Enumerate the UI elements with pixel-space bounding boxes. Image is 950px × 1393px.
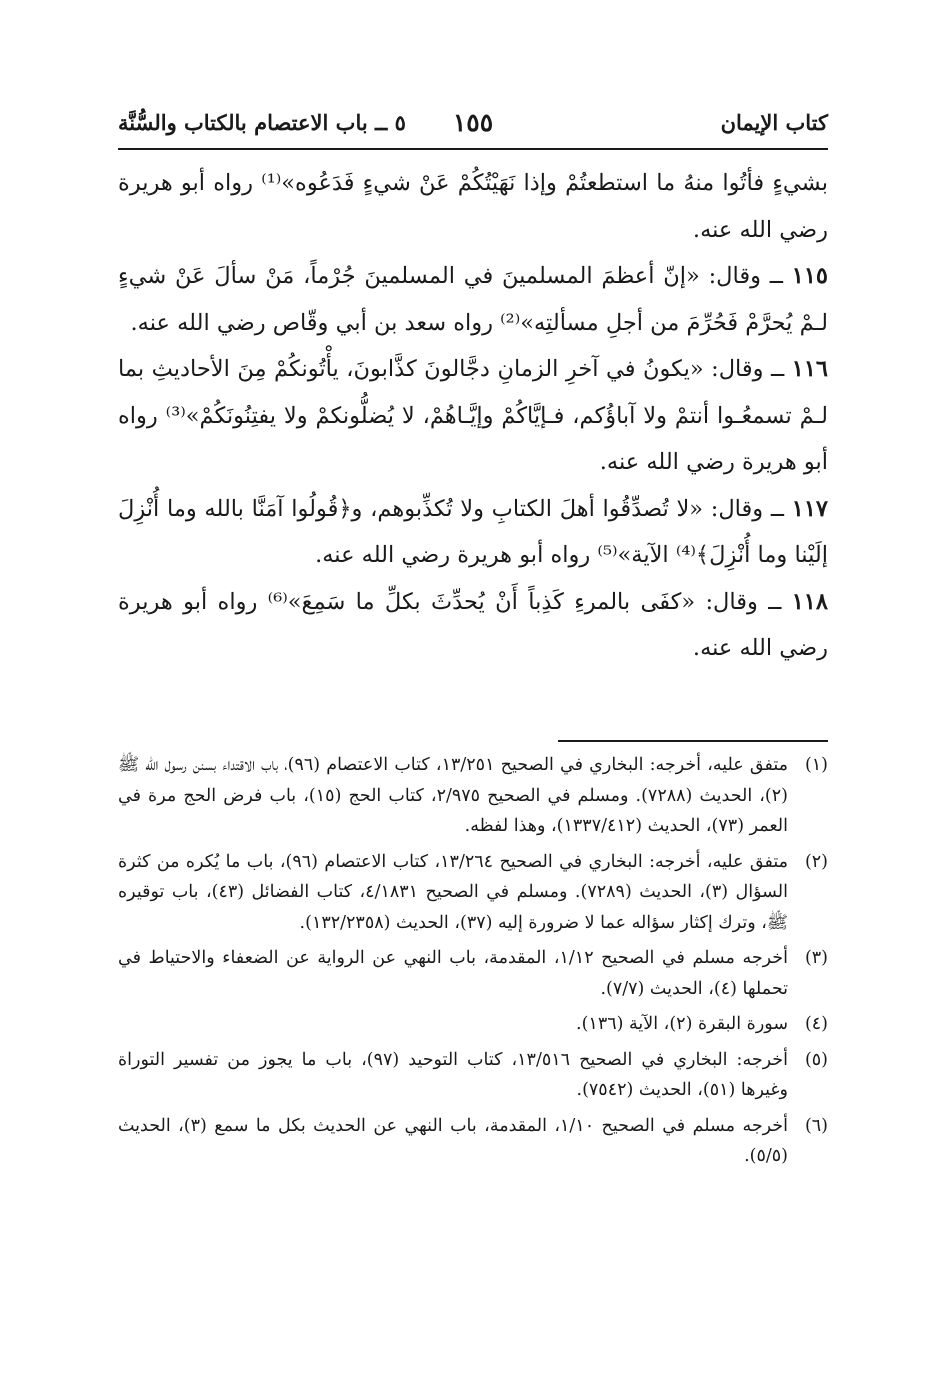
- footnote-text: أخرجه مسلم في الصحيح ١/١٠، المقدمة، باب النهي عن الحديث بكل ما سمع (٣)، الحديث (٥/٥).: [118, 1115, 788, 1166]
- footnote: [118, 1009, 828, 1040]
- paragraph-text: بشيءٍ فأتُوا منهُ ما استطعتُمْ وإذا نَهَيْتُكُمْ عَنْ شيءٍ فَدَعُوه»⁽¹⁾ رواه أبو هريرة رضي الله عنه.: [118, 170, 828, 243]
- footnote-text: متفق عليه، أخرجه: البخاري في الصحيح ١٣/٢٦٤، كتاب الاعتصام (٩٦)، باب ما يُكره من كثرة السؤال (٣)، الحديث (٧٢٨٩). ومسلم في الصحيح ٤/١٨٣١، كتاب الفضائل (٤٣)، باب توقيره ﷺ، وترك إكثار سؤاله عما لا ضرورة إليه (٣٧)، الحديث (١٣٢/٢٣٥٨).: [118, 851, 788, 933]
- hadith-number: ١١٦: [791, 356, 828, 382]
- footnote: [118, 847, 828, 939]
- footnote-mark: (٥): [804, 1049, 828, 1070]
- header-book-title: كتاب الإيمان: [720, 109, 828, 135]
- footnote-divider: [558, 740, 828, 742]
- footnote: [118, 943, 828, 1004]
- paragraph-text: ــ وقال: «كفَى بالمرءِ كَذِباً أَنْ يُحدِّثَ بكلِّ ما سَمِعَ»⁽⁶⁾ رواه أبو هريرة رضي الله عنه.: [118, 588, 828, 661]
- footnote-mark: (٦): [804, 1115, 828, 1136]
- footnote-text: أخرجه: البخاري في الصحيح ١٣/٥١٦، كتاب التوحيد (٩٧)، باب ما يجوز من تفسير التوراة وغيرها (٥١)، الحديث (٧٥٤٢).: [118, 1049, 788, 1100]
- header-divider: [118, 148, 828, 150]
- footnote-text: سورة البقرة (٢)، الآية (١٣٦).: [576, 1014, 788, 1034]
- header-chapter-title: ٥ ــ باب الاعتصام بالكتاب والسُّنَّة: [118, 109, 406, 135]
- paragraph-continuation: [118, 160, 828, 253]
- footnote-mark: (٢): [804, 851, 828, 872]
- paragraph-text: ــ وقال: «يكونُ في آخرِ الزمانِ دجَّالونَ كذَّابونَ، يأْتُونكُمْ مِنَ الأحاديثِ بما لـمْ تسمعُـوا أنتمْ ولا آباؤُكم، فـإيَّاكُمْ وإيَّـاهُمْ، لا يُضلُّونكمْ ولا يفتِنُونَكُمْ»⁽³⁾ رواه أبو هريرة رضي الله عنه.: [118, 356, 828, 475]
- hadith-number: ١١٧: [791, 495, 828, 522]
- footnote: [118, 1045, 828, 1106]
- hadith-paragraph: [118, 346, 828, 486]
- footnote-text: أخرجه مسلم في الصحيح ١/١٢، المقدمة، باب النهي عن الرواية عن الضعفاء والاحتياط في تحملها (٤)، الحديث (٧/٧).: [118, 948, 788, 999]
- footnote-mark: (٣): [804, 948, 828, 968]
- hadith-paragraph: [118, 579, 828, 672]
- hadith-number: ١١٨: [791, 588, 828, 615]
- footnote-mark: (٤): [804, 1014, 828, 1034]
- footnote-text: متفق عليه، أخرجه: البخاري في الصحيح ١٣/٢٥١، كتاب الاعتصام (٩٦)، باب الاقتداء بسنن رسول الله ﷺ (٢)، الحديث (٧٢٨٨). ومسلم في الصحيح ٢/٩٧٥، كتاب الحج (١٥)، باب فرض الحج مرة في العمر (٧٣)، الحديث (١٣٣٧/٤١٢)، وهذا لفظه.: [118, 755, 789, 836]
- running-header: [118, 98, 828, 146]
- hadith-paragraph: [118, 486, 828, 579]
- main-text: [118, 160, 828, 672]
- footnote: [118, 750, 828, 842]
- hadith-paragraph: [118, 253, 828, 346]
- paragraph-text: ــ وقال: «لا تُصدِّقُوا أهلَ الكتابِ ولا تُكذِّبوهم، و﴿قُولُوا آمَنَّا بالله وما أُنْزِلَ إلَيْنا وما أُنْزِلَ﴾⁽⁴⁾ الآية»⁽⁵⁾ رواه أبو هريرة رضي الله عنه.: [118, 495, 828, 568]
- paragraph-text: ــ وقال: «إنّ أعظمَ المسلمينَ في المسلمينَ جُرْماً، مَنْ سألَ عَنْ شيءٍ لـمْ يُحرَّمْ فَحُرِّمَ من أجلِ مسألتِه»⁽²⁾ رواه سعد بن أبي وقّاص رضي الله عنه.: [118, 263, 828, 336]
- page-number: ١٥٥: [452, 107, 494, 137]
- hadith-number: ١١٥: [791, 263, 829, 289]
- footnotes: [118, 750, 828, 1177]
- footnote: [118, 1111, 828, 1172]
- footnote-mark: (١): [804, 755, 828, 775]
